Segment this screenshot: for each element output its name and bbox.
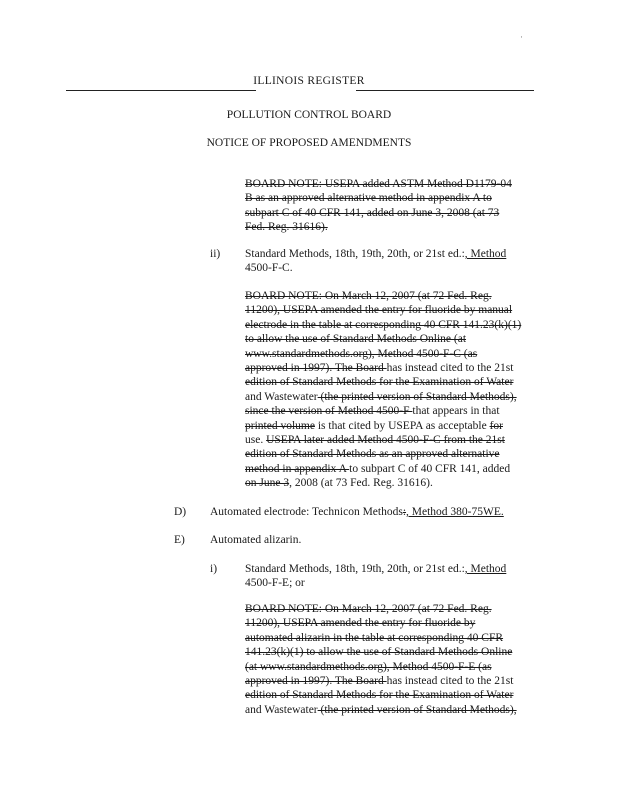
deleted-text: (the printed version of Standard Methods), xyxy=(317,390,517,403)
text-line xyxy=(245,447,521,461)
deleted-text: : xyxy=(402,506,407,518)
deleted-text: method in appendix A xyxy=(245,462,350,475)
text-run: 4500-F-C. xyxy=(245,262,293,275)
text-line xyxy=(245,347,521,361)
text-run: and Wastewater xyxy=(245,390,318,403)
text-run: and Wastewater xyxy=(245,703,318,716)
deleted-text: automated alizarin in the table at corresponding 40 CFR xyxy=(245,631,504,644)
inserted-text: , Method xyxy=(464,563,507,575)
text-run: Automated alizarin. xyxy=(210,534,302,546)
item-text-ii xyxy=(245,247,506,276)
text-run: Standard Methods, 18th, 19th, 20th, or 21st ed.: xyxy=(245,563,465,575)
text-line xyxy=(245,688,517,702)
deleted-text: edition of Standard Methods for the Examination of Water xyxy=(245,376,514,389)
text-run: Automated electrode: Technicon Methods xyxy=(210,506,403,518)
board-note-3 xyxy=(245,602,517,717)
text-line xyxy=(245,375,521,389)
text-line xyxy=(210,505,504,519)
item-label-ii: ii) xyxy=(210,248,221,260)
deleted-text: (at www.standardmethods.org), Method 4500-F-E (as xyxy=(245,660,492,673)
text-line xyxy=(245,191,512,205)
text-line xyxy=(245,361,521,375)
item-text-i xyxy=(245,562,506,591)
board-note-1 xyxy=(245,177,512,235)
header-rule-right xyxy=(356,90,534,91)
text-line xyxy=(210,533,301,547)
deleted-text: Fed. Reg. 31616). xyxy=(245,221,328,234)
text-line xyxy=(245,476,521,490)
deleted-text: 141.23(k)(1) to allow the use of Standard Methods Online xyxy=(245,646,513,659)
text-line xyxy=(245,703,517,717)
text-line xyxy=(245,289,521,303)
text-run: Standard Methods, 18th, 19th, 20th, or 21st ed.: xyxy=(245,248,465,260)
deleted-text: www.standardmethods.org), Method 4500-F-C (as xyxy=(245,347,478,360)
deleted-text: electrode in the table at corresponding 40 CFR 141.23(k)(1) xyxy=(245,318,522,331)
text-line xyxy=(245,247,506,261)
text-line xyxy=(245,602,517,616)
deleted-text: BOARD NOTE: USEPA added ASTM Method D1179-04 xyxy=(245,178,512,190)
text-line xyxy=(245,645,517,659)
deleted-text: for xyxy=(489,419,503,432)
text-line xyxy=(245,674,517,688)
text-line xyxy=(245,220,512,234)
text-line xyxy=(245,318,521,332)
text-line xyxy=(245,404,521,418)
text-run: has instead cited to the 21st xyxy=(386,674,514,687)
deleted-text: approved in 1997). The Board xyxy=(245,674,387,687)
item-text-e xyxy=(210,533,301,547)
text-line xyxy=(245,433,521,447)
deleted-text: BOARD NOTE: On March 12, 2007 (at 72 Fed. Reg. xyxy=(245,290,492,302)
text-run: use. xyxy=(245,433,267,446)
deleted-text: since the version of Method 4500-F xyxy=(245,405,413,418)
text-line xyxy=(245,660,517,674)
text-line xyxy=(245,576,506,590)
text-line xyxy=(245,303,521,317)
register-title: ILLINOIS REGISTER xyxy=(253,75,365,87)
deleted-text: subpart C of 40 CFR 141, added on June 3, 2008 (at 73 xyxy=(245,206,500,219)
deleted-text: printed volume xyxy=(245,419,315,432)
item-label-d: D) xyxy=(174,506,187,518)
text-line xyxy=(245,631,517,645)
text-run: is that cited by USEPA as acceptable xyxy=(314,419,490,432)
agency-title: POLLUTION CONTROL BOARD xyxy=(226,109,392,121)
text-run: has instead cited to the 21st xyxy=(386,361,514,374)
item-label-e: E) xyxy=(174,534,185,546)
deleted-text: on June 3 xyxy=(245,477,290,490)
deleted-text: (the printed version of Standard Methods), xyxy=(317,703,517,716)
item-label-i: i) xyxy=(210,563,218,575)
inserted-text: , Method xyxy=(464,248,507,260)
text-line xyxy=(245,177,512,191)
text-run: 4500-F-E; or xyxy=(245,577,305,590)
text-line xyxy=(245,616,517,630)
inserted-text: , Method 380-75WE. xyxy=(406,506,504,518)
deleted-text: USEPA later added Method 4500-F-C from the 21st xyxy=(266,433,505,446)
deleted-text: to allow the use of Standard Methods Online (at xyxy=(245,333,467,346)
deleted-text: B as an approved alternative method in appendix A to xyxy=(245,192,492,205)
text-line xyxy=(245,261,506,275)
board-note-2 xyxy=(245,289,521,490)
text-line xyxy=(245,332,521,346)
text-run: , 2008 (at 73 Fed. Reg. 31616). xyxy=(289,477,433,490)
text-line xyxy=(245,462,521,476)
deleted-text: approved in 1997). The Board xyxy=(245,361,387,374)
text-line xyxy=(245,390,521,404)
text-run: that appears in that xyxy=(412,405,500,418)
deleted-text: edition of Standard Methods as an approved alternative xyxy=(245,448,500,461)
scan-speck: · xyxy=(520,32,523,42)
deleted-text: 11200), USEPA amended the entry for fluoride by xyxy=(245,617,476,630)
text-run: to subpart C of 40 CFR 141, added xyxy=(349,462,511,475)
deleted-text: BOARD NOTE: On March 12, 2007 (at 72 Fed. Reg. xyxy=(245,603,492,615)
deleted-text: edition of Standard Methods for the Examination of Water xyxy=(245,689,514,702)
text-line xyxy=(245,206,512,220)
item-text-d xyxy=(210,505,504,519)
text-line xyxy=(245,562,506,576)
header-rule-left xyxy=(66,90,256,91)
notice-title: NOTICE OF PROPOSED AMENDMENTS xyxy=(206,137,412,149)
deleted-text: 11200), USEPA amended the entry for fluoride by manual xyxy=(245,304,513,317)
text-line xyxy=(245,419,521,433)
